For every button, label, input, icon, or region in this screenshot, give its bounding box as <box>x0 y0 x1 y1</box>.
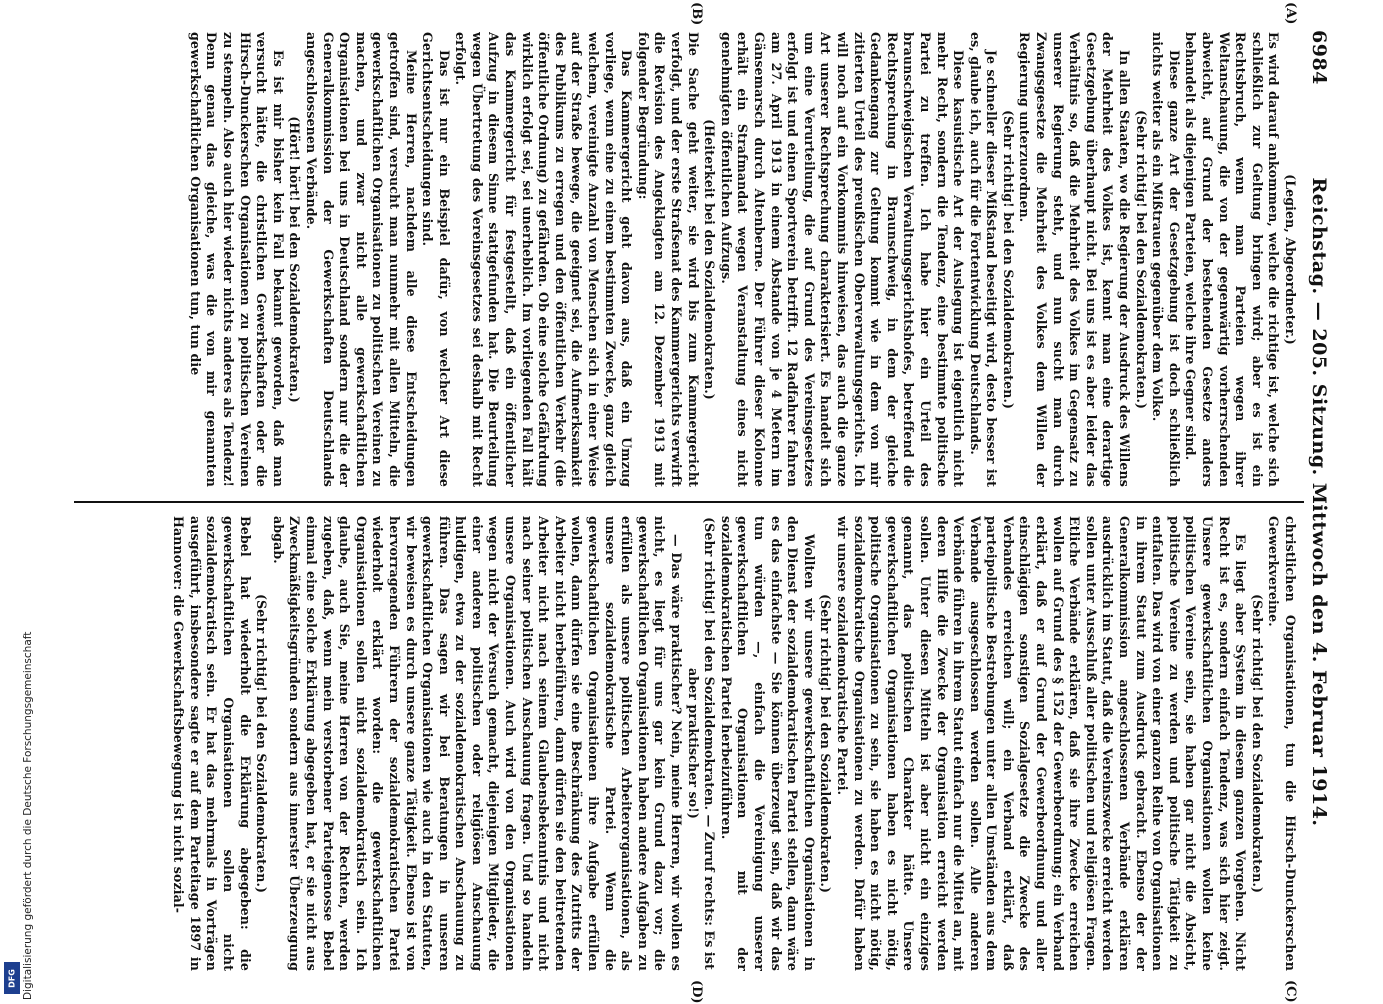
dfg-logo-text: DFG <box>7 969 17 988</box>
page-content <box>62 2 1334 1004</box>
paragraph: Diese kasuistische Art der Auslegung ist eigentlich nicht mehr Recht, sondern die Tendenz, eine bestimmte politische Partei zu treffen. Ich habe hier ein Urteil des braunschweigischen Verwaltungsgerichtshofes, betreffend die Rechtsprechung in Braunschweig, in dem der gleiche Gedankengang zur Geltung kommt wie in dem von mir zitierten Urteil des preußischen Oberverwaltungsgerichts. Ich will noch auf ein Vorkommnis hinweisen, das auch die ganze Art unserer Rechtsprechung charakterisiert. Es handelt sich um eine Verurteilung, die auf Grund des Vereinsgesetzes erfolgt ist und einen Sportverein betrifft. 12 Radfahrer fahren am 27. April 1913 in einem Abstande von je 4 Metern im Gänsemarsch durch Altenberne. Der Führer dieser Kolonne erhält ein Strafmandat wegen Veranstaltung eines nicht genehmigten öffentlichen Aufzugs. <box>718 32 967 487</box>
paragraph: — Das wäre praktischer? Nein, meine Herren, wir wollen es nicht, es liegt für uns gar kein Grund dazu vor; die gewerkschaftlichen Organisationen haben andere Aufgaben zu erfüllen als unsere politischen Arbeiterorganisationen, als unsere sozialdemokratische Partei. Wenn die gewerkschaftlichen Organisationen ihre Aufgabe erfüllen wollen, dann dürfen sie eine Beschränkung des Zutritts der Arbeiter nicht herbeiführen, dann dürfen sie den beitretenden Arbeiter nicht nach seinem Glaubensbekenntnis und nicht nach seiner politischen Anschauung fragen. Und so handeln unsere Organisationen. Auch wird von den Organisationen wegen nicht der Versuch gemacht, diejenigen Mitglieder, die einer anderen politischen oder religiösen Anschauung huldigen, etwa zu der sozialdemokratischen Anschauung zu führen. Das sagen wir bei Beratungen in unseren gewerkschaftlichen Organisationen wie auch in den Statuten, wir beweisen es durch unsere ganze Tätigkeit. Ebenso ist von hervorragenden Führern der sozialdemokratischen Partei wiederholt erklärt worden: die gewerkschaftlichen Organisationen sollen nicht sozialdemokratisch sein. Ich glaube, auch Sie, meine Herren von der Rechten, werden zugeben, daß, wenn mein verstorbener Parteigenosse Bebel einmal eine solche Erklärung abgegeben hat, er sie nicht aus Zweckmäßigkeitsgründen sondern aus innerster Überzeugung abgab. <box>270 516 685 971</box>
paragraph: Das Kammergericht geht davon aus, daß ein Umzug vorliege, wenn eine zu einem bestimmten Zwecke, ganz gleich welchem, vereinigte Anzahl von Menschen sich in einer Weise auf der Straße bewege, die geeignet sei, die Aufmerksamkeit des Publikums zu erregen und den öffentlichen Verkehr (die öffentliche Ordnung) zu gefährden. Ob eine solche Gefährdung wirklich erfolgt sei, sei unerheblich. Im vorliegenden Fall hält das Kammergericht für festgestellt, daß ein öffentlicher Aufzug in diesem Sinne stattgefunden hat. Die Beurteilung wegen Übertretung des Vereinsgesetzes sei deshalb mit Recht erfolgt. <box>453 32 635 487</box>
page-title: Reichstag. — 205. Sitzung. Mittwoch den 4. Februar 1914. <box>1308 177 1330 827</box>
margin-marker-b: (B) <box>689 2 704 26</box>
paragraph: Es liegt aber System in diesem ganzen Vorgehen. Nicht Recht ist es, sondern einfach Tendenz, was sich hier zeigt. Unsere gewerkschaftlichen Organisationen wollen keine politischen Vereine sein, sie haben gar nicht die Absicht, politische Vereine zu werden und politische Tätigkeit zu entfalten. Das wird von einer ganzen Reihe von Organisationen in ihrem Statut zum Ausdruck gebracht. Ebenso der der Generalkommission angeschlossenen Verbände erklären ausdrücklich im Statut, daß die Vereinszwecke erreicht werden sollen unter Ausschluß aller politischen und religiösen Fragen. Etliche Verbände erklären, daß sie ihre Zwecke erreichen wollen auf Grund des § 152 der Gewerbeordnung; ein Verband erklärt, daß er auf Grund der Gewerbeordnung und aller einschlägigen sonstigen Sozialgesetze die Zwecke des Verbandes erreichen will; ein Verband erklärt, daß parteipolitische Bestrebungen unter allen Umständen aus dem Verbande ausgeschlossen werden sollen. Alle anderen Verbände führen in ihrem Statut einfach nur die Mittel an, mit deren Hilfe die Zwecke der Organisation erreicht werden sollen. Unter diesen Mitteln ist aber nicht ein einziges genannt, das politischen Charakter hätte. Unsere gewerkschaftlichen Organisationen haben es nicht nötig, politische Organisationen zu sein, sie haben es nicht nötig, sozialdemokratische Organisationen zu werden. Dafür haben wir unsere sozialdemokratische Partei. <box>834 516 1249 971</box>
paragraph: Diese ganze Art der Gesetzgebung ist doch schließlich nichts weiter als ein Mißtrauen gegenüber dem Volke. <box>1150 32 1182 487</box>
dfg-logo <box>4 962 20 994</box>
interjection: (Sehr richtig! bei den Sozialdemokraten. — Zuruf rechts: Es ist aber praktischer so!) <box>685 517 718 970</box>
paragraph: Das ist nur ein Beispiel dafür, von welcher Art diese Gerichtsentscheidungen sind. <box>420 32 452 487</box>
interjection: (Sehr richtig! bei den Sozialdemokraten.) <box>1133 109 1149 410</box>
paragraph: Je schneller dieser Mißstand beseitigt wird, desto besser ist es, glaube ich, auch für die Fortentwicklung Deutschlands. <box>967 32 1000 487</box>
funding-credit-text: Digitalisierung gefördert durch die Deutsche Forschungsgemeinschaft <box>22 631 34 1000</box>
interjection: (Sehr richtig! bei den Sozialdemokraten.) <box>1249 593 1265 894</box>
left-column <box>70 32 1298 487</box>
paragraph: Es ist mir bisher kein Fall bekannt geworden, daß man versucht hätte, die christlichen Gewerkschaften oder die Hirsch-Dunckerschen Organisationen zu politischen Vereinen zu stempeln. Also auch hier wieder nichts anderes als Tendenz! Denn genau das gleiche, was die von mir genannten gewerkschaftlichen Organisationen tun, tun die <box>187 32 286 487</box>
paragraph: christlichen Organisationen, tun die Hirsch-Dunckerschen Gewerkvereine. <box>1266 516 1298 971</box>
interjection: (Heiterkeit bei den Sozialdemokraten.) <box>702 119 718 400</box>
interjection: (Sehr richtig! bei den Sozialdemokraten.) <box>254 593 270 894</box>
page-header <box>1300 30 1334 974</box>
paragraph: Bebel hat wiederholt die Erklärung abgegeben: die gewerkschaftlichen Organisationen sollen nicht sozialdemokratisch sein. Er hat das mehrmals in Vorträgen ausgeführt, insbesondere sagte er auf dem Parteitage 1897 in Hannover: die Gewerkschaftsbewegung ist nicht sozial- <box>171 516 253 971</box>
paragraph: Meine Herren, nachdem alle diese Entscheidungen getroffen sind, versucht man nunmehr mit allen Mitteln, die gewerkschaftlichen Organisationen zu politischen Vereinen zu machen, und zwar nicht alle gewerkschaftlichen Organisationen bei uns in Deutschland sondern nur die der Generalkommission der Gewerkschaften Deutschlands angeschlossenen Verbände. <box>303 32 419 487</box>
interjection: (Sehr richtig! bei den Sozialdemokraten.) <box>818 593 834 894</box>
interjection: (Sehr richtig! bei den Sozialdemokraten.) <box>1000 109 1016 410</box>
sidebar-credit <box>0 0 34 1000</box>
margin-marker-c: (C) <box>1283 980 1298 1003</box>
column-divider <box>74 501 1304 503</box>
margin-marker-d: (D) <box>689 980 704 1004</box>
scanned-page <box>62 2 1334 1004</box>
page-number: 6984 <box>1308 30 1330 85</box>
paragraph: Die Sache geht weiter, sie wird bis zum Kammergericht verfolgt, und der erste Strafsenat des Kammergerichts verwirft die Revision des Angeklagten am 12. Dezember 1913 mit folgender Begründung: <box>635 32 701 487</box>
right-column <box>70 516 1298 971</box>
interjection: (Hört! hört! bei den Sozialdemokraten.) <box>287 116 303 403</box>
margin-marker-a: (A) <box>1283 2 1298 25</box>
paragraph: In allen Staaten, wo die Regierung der Ausdruck des Willens der Mehrheit des Volkes ist, kennt man eine derartige Gesetzgebung überhaupt nicht. Bei uns ist es aber leider das Verhältnis so, daß die Mehrheit des Volkes im Gegensatz zu unserer Regierung steht, und nun sucht man durch Zwangsgesetze die Mehrheit des Volkes dem Willen der Regierung unterzuordnen. <box>1017 32 1133 487</box>
paragraph: Wollten wir unsere gewerkschaftlichen Organisationen in den Dienst der sozialdemokratischen Partei stellen, dann wäre es das einfachste — Sie können überzeugt sein, daß wir das tun würden —, einfach die Vereinigung unserer gewerkschaftlichen Organisationen mit der sozialdemokratischen Partei herbeizuführen. <box>718 516 817 971</box>
interjection: (Legien, Abgeordneter.) <box>1283 174 1298 345</box>
paragraph: Es wird darauf ankommen, welche die richtige ist, welche sich schließlich zur Geltung bringen wird; aber es ist ein Rechtsbruch, wenn man Parteien wegen ihrer Weltanschauung, die von der gegenwärtig vorherrschenden abweicht, auf Grund der bestehenden Gesetze anders behandelt als diejenigen Parteien, welche ihre Gegner sind. <box>1183 32 1282 487</box>
